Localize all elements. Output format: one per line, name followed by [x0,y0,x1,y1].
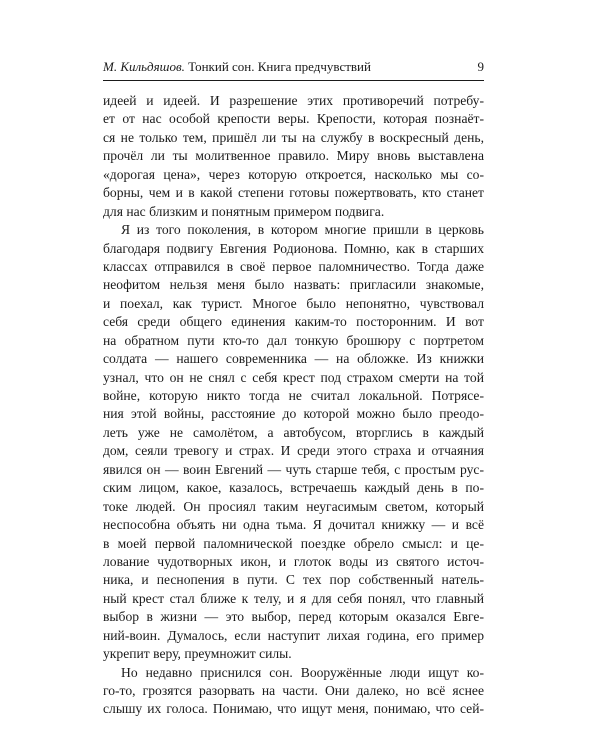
text-line: благодаря подвигу Евгения Родионова. Помню, как в старших [103,240,484,256]
text-line: Но недавно приснился сон. Вооружённые люди ищут ко- [121,664,484,680]
text-line: прочёл ли ты молитвенное правило. Миру вновь выставлена [103,148,484,164]
running-head-title: Тонкий сон. Книга предчувствий [188,59,371,74]
text-line: ся не только тем, пришёл ли ты на службу в воскресный день, [103,129,484,145]
text-line: ским лицом, какое, казалось, встречаешь каждый день в по- [103,480,484,496]
text-line: дом, сеяли тревогу и страх. И среди этого страха и отчаяния [103,443,484,459]
text-line: ный крест стал ближе к телу, и я для себя понял, что главный [103,590,484,606]
body-text [103,92,484,719]
text-line: укрепит веру, преумножит силы. [103,646,292,662]
text-line: классах отправился в своё первое паломничество. Тогда даже [103,258,484,274]
text-line: неспособна объять ни одна тьма. Я дочитал книжку — и всё [103,517,484,533]
text-line: леть уже не самолётом, а автобусом, вторглись в каждый [103,424,484,440]
text-line: ет от нас особой крепости веры. Крепости, которая познаёт- [103,111,484,127]
text-line: на обратном пути кто-то дал тонкую брошюру с портретом [103,332,484,348]
text-line: слышу их голоса. Понимаю, что ищут меня, понимаю, что сей- [103,701,484,717]
text-line: войне, которую никто тогда не считал локальной. Потрясе- [103,388,484,403]
text-line: Я из того поколения, в котором многие пришли в церковь [121,222,484,238]
text-line: лование чудотворных икон, и глоток воды из святого источ- [103,553,484,569]
text-line: солдата — нашего современника — на обложке. Из книжки [103,351,484,367]
text-line: в моей первой паломнической поездке обрело смысл: и це- [103,535,484,551]
text-line: «дорогая цена», через которую откроется, насколько мы со- [103,166,484,182]
text-line: токе людей. Он просиял таким неугасимым светом, который [103,498,484,514]
header-rule [103,80,484,81]
text-line: явился он — воин Евгений — чуть старше тебя, с простым рус- [103,461,484,477]
text-line: и поехал, как турист. Многое было непонятно, чувствовал [103,295,484,311]
page-number: 9 [477,59,484,74]
text-line: для нас близким и понятным примером подвига. [103,203,385,219]
text-line: узнал, что он не снял с себя крест под страхом смерти на той [103,369,484,385]
text-line: выбор в жизни — это выбор, перед которым оказался Евге- [103,609,484,625]
text-line: го-то, грозятся разорвать на части. Они далеко, но всё яснее [103,683,484,698]
running-head-author: М. Кильдяшов. [103,59,185,74]
text-line: ний-воин. Думалось, если наступит лихая година, его пример [103,627,484,643]
text-line: ника, и песнопения в пути. С тех пор собственный натель- [103,572,484,588]
text-line: себя среди общего единения каким-то посторонним. И вот [103,314,484,330]
running-head [103,58,484,76]
text-line: ния этой войны, расстояние до которой можно было преодо- [103,406,484,422]
text-line: неофитом нельзя меня было назвать: пригласили знакомые, [103,277,484,293]
text-line: борны, чем и в какой степени готовы пожертвовать, кто станет [103,185,484,201]
text-line: идеей и идеей. И разрешение этих противоречий потребу- [103,93,484,108]
